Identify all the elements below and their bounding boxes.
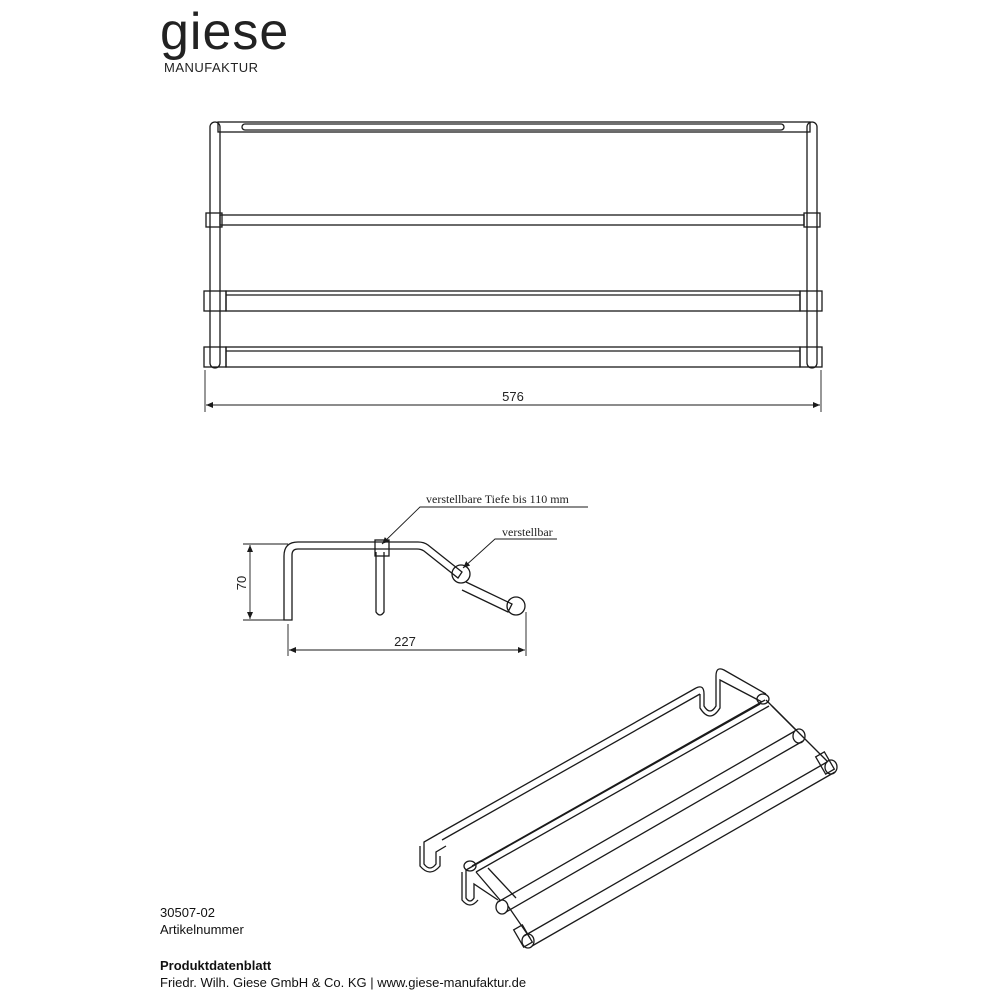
front-view xyxy=(204,122,822,412)
article-number-label: Artikelnummer xyxy=(160,922,244,937)
front-middle-rail xyxy=(220,215,804,225)
company-line: Friedr. Wilh. Giese GmbH & Co. KG | www.giese-manufaktur.de xyxy=(160,975,527,990)
front-towel-bar-upper xyxy=(226,291,800,311)
side-ball-lower xyxy=(507,597,525,615)
depth-dimension-label: 227 xyxy=(394,634,416,649)
front-left-frame xyxy=(204,122,226,368)
front-right-frame xyxy=(800,122,822,368)
side-profile-arm xyxy=(284,542,462,620)
adjustable-annotation: verstellbar xyxy=(502,525,553,539)
adjustable-depth-annotation: verstellbare Tiefe bis 110 mm xyxy=(426,492,569,506)
height-dimension-label: 70 xyxy=(234,575,249,591)
isometric-view xyxy=(420,669,837,948)
front-towel-bar-lower xyxy=(226,347,800,367)
sheet-title: Produktdatenblatt xyxy=(160,958,272,973)
height-dimension-line xyxy=(243,544,288,620)
annotation-leaders xyxy=(382,507,588,568)
logo-tagline: MANUFAKTUR xyxy=(164,60,259,75)
logo-wordmark: giese xyxy=(160,3,290,61)
article-number: 30507-02 xyxy=(160,905,215,920)
width-dimension-label: 576 xyxy=(502,389,524,404)
